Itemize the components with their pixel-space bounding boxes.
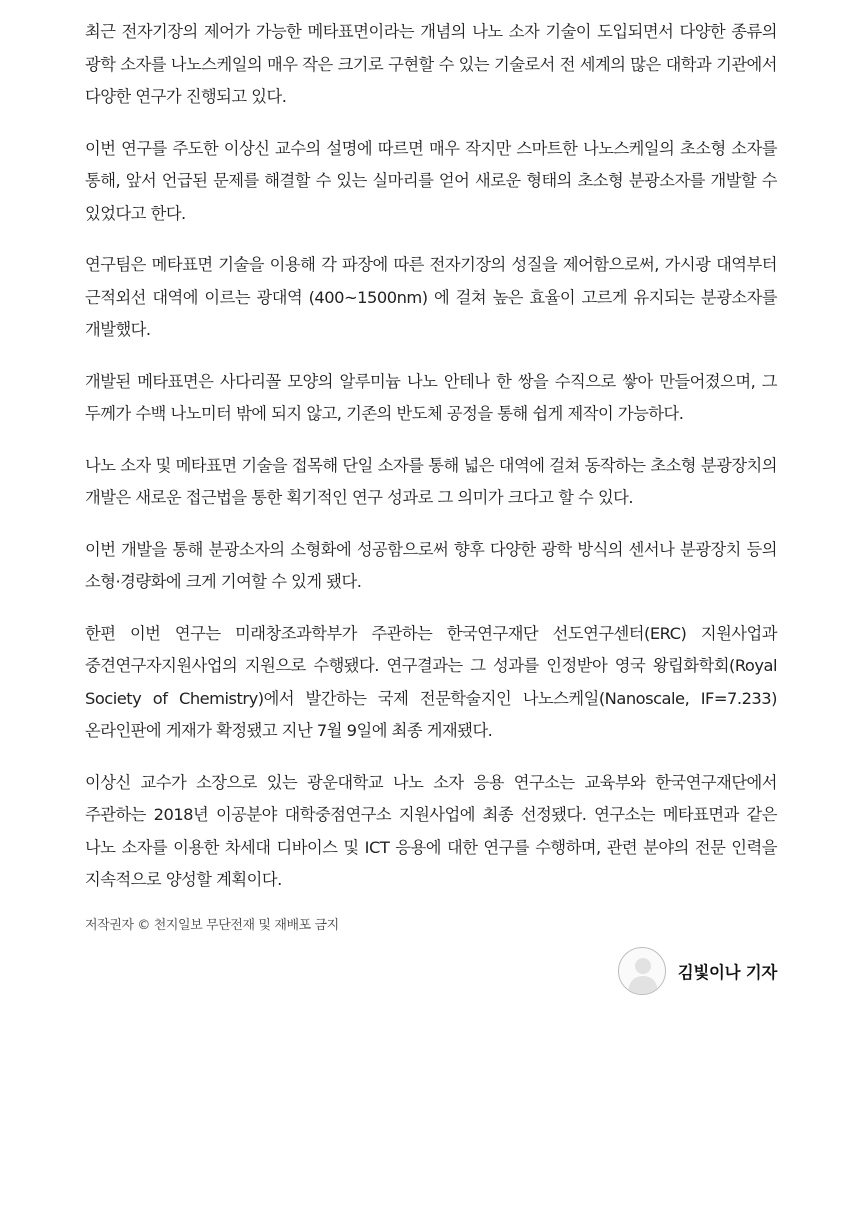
article-paragraph-4: 개발된 메타표면은 사다리꼴 모양의 알루미늄 나노 안테나 한 쌍을 수직으로 쌓아 만들어졌으며, 그 두께가 수백 나노미터 밖에 되지 않고, 기존의 반도체 공정을 통해 쉽게 제작이 가능하다. bbox=[85, 371, 777, 423]
article-paragraph-5: 나노 소자 및 메타표면 기술을 접목해 단일 소자를 통해 넓은 대역에 걸쳐 동작하는 초소형 분광장치의 개발은 새로운 접근법을 통한 획기적인 연구 성과로 그 의미가 크다고 할 수 있다. bbox=[85, 455, 777, 507]
article-paragraph-8: 이상신 교수가 소장으로 있는 광운대학교 나노 소자 응용 연구소는 교육부와 한국연구재단에서 주관하는 2018년 이공분야 대학중점연구소 지원사업에 최종 선정됐다. 연구소는 메타표면과 같은 나노 소자를 이용한 차세대 디바이스 및 ICT 응용에 대한 연구를 수행하며, 관련 분야의 전문 인력을 지속적으로 양성할 계획이다. bbox=[85, 772, 777, 889]
article-paragraph-1: 최근 전자기장의 제어가 가능한 메타표면이라는 개념의 나노 소자 기술이 도입되면서 다양한 종류의 광학 소자를 나노스케일의 매우 작은 크기로 구현할 수 있는 기술로서 전 세계의 많은 대학과 기관에서 다양한 연구가 진행되고 있다. bbox=[85, 22, 777, 106]
user-silhouette-icon bbox=[618, 947, 666, 995]
article-paragraph-2: 이번 연구를 주도한 이상신 교수의 설명에 따르면 매우 작지만 스마트한 나노스케일의 초소형 소자를 통해, 앞서 언급된 문제를 해결할 수 있는 실마리를 얻어 새로운 형태의 초소형 분광소자를 개발할 수 있었다고 한다. bbox=[85, 138, 777, 223]
article-paragraph-6: 이번 개발을 통해 분광소자의 소형화에 성공함으로써 향후 다양한 광학 방식의 센서나 분광장치 등의 소형·경량화에 크게 기여할 수 있게 됐다. bbox=[85, 539, 777, 591]
article-paragraph-7: 한편 이번 연구는 미래창조과학부가 주관하는 한국연구재단 선도연구센터(ERC) 지원사업과 중견연구자지원사업의 지원으로 수행됐다. 연구결과는 그 성과를 인정받아 영국 왕립화학회(Royal Society of Chemistry)에서 발간하는 국제 전문학술지인 나노스케일(Nanoscale, IF=7.233) 온라인판에 게재가 확정됐고 지난 7월 9일에 최종 게재됐다. bbox=[85, 623, 777, 740]
copyright-notice: 저작권자 © 천지일보 무단전재 및 재배포 금지 bbox=[85, 917, 339, 933]
reporter-byline[interactable] bbox=[618, 947, 777, 995]
article-paragraph-3: 연구팀은 메타표면 기술을 이용해 각 파장에 따른 전자기장의 성질을 제어함으로써, 가시광 대역부터 근적외선 대역에 이르는 광대역 (400~1500nm) 에 걸쳐 높은 효율이 고르게 유지되는 분광소자를 개발했다. bbox=[85, 255, 777, 339]
reporter-name[interactable]: 김빛이나 기자 bbox=[677, 963, 777, 982]
article-body bbox=[85, 16, 777, 936]
